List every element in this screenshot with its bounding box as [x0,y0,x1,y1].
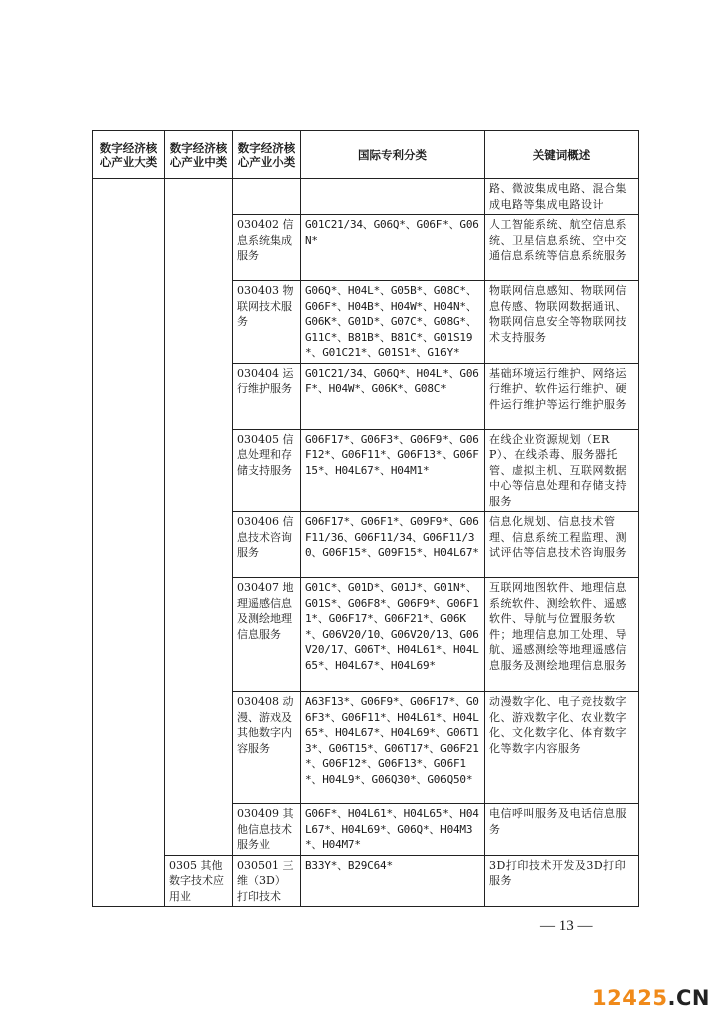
keywords-cell: 动漫数字化、电子竞技数字化、游戏数字化、农业数字化、文化数字化、体育数字化等数字内容服务 [485,692,639,804]
keywords-cell: 基础环境运行维护、网络运行维护、软件运行维护、硬件运行维护等运行维护服务 [485,363,639,429]
sub-category-cell: 030501 三维（3D）打印技术 [233,855,301,907]
sub-category-cell: 030407 地理遥感信息及测绘地理信息服务 [233,578,301,692]
site-watermark[interactable] [592,986,710,1010]
ipc-cell: G06F17*、G06F1*、G09F9*、G06F11/36、G06F11/34、G06F11/30、G06F15*、G09F15*、H04L67* [301,512,485,578]
major-category-cell [93,179,165,907]
sub-category-cell: 030403 物联网技术服务 [233,281,301,364]
sub-category-cell: 030402 信息系统集成服务 [233,215,301,281]
ipc-cell: B33Y*、B29C64* [301,855,485,907]
sub-category-cell: 030409 其他信息技术服务业 [233,804,301,856]
mid-category-cell [165,179,233,856]
header-row [93,131,639,179]
header-mid-category: 数字经济核心产业中类 [165,131,233,179]
header-ipc: 国际专利分类 [301,131,485,179]
sub-category-cell [233,179,301,215]
ipc-cell [301,179,485,215]
keywords-cell: 物联网信息感知、物联网信息传感、物联网数据通讯、物联网信息安全等物联网技术支持服务 [485,281,639,364]
watermark-number: 12425 [591,986,668,1010]
keywords-cell: 人工智能系统、航空信息系统、卫星信息系统、空中交通信息系统等信息系统服务 [485,215,639,281]
ipc-cell: G06F*、H04L61*、H04L65*、H04L67*、H04L69*、G06Q*、H04M3*、H04M7* [301,804,485,856]
keywords-cell: 电信呼叫服务及电话信息服务 [485,804,639,856]
header-major-category: 数字经济核心产业大类 [93,131,165,179]
table-row [93,855,639,907]
sub-category-cell: 030408 动漫、游戏及其他数字内容服务 [233,692,301,804]
table-row [93,179,639,215]
keywords-cell: 路、微波集成电路、混合集成电路等集成电路设计 [485,179,639,215]
page-number: — 13 — [540,918,593,934]
ipc-mapping-table [92,130,639,907]
ipc-cell: G01C21/34、G06Q*、G06F*、G06N* [301,215,485,281]
keywords-cell: 3D打印技术开发及3D打印服务 [485,855,639,907]
sub-category-cell: 030406 信息技术咨询服务 [233,512,301,578]
keywords-cell: 互联网地图软件、地理信息系统软件、测绘软件、遥感软件、导航与位置服务软件；地理信息加工处理、导航、遥感测绘等地理遥感信息服务及测绘地理信息服务 [485,578,639,692]
sub-category-cell: 030405 信息处理和存储支持服务 [233,429,301,512]
ipc-cell: A63F13*、G06F9*、G06F17*、G06F3*、G06F11*、H04L61*、H04L65*、H04L67*、H04L69*、G06T13*、G06T15*、G06T17*、G06F21*、G06F12*、G06F13*、G06F1*、H04L9*、G06Q30*、G06Q50* [301,692,485,804]
watermark-domain: .CN [667,986,710,1010]
header-sub-category: 数字经济核心产业小类 [233,131,301,179]
keywords-cell: 在线企业资源规划（ERP）、在线杀毒、服务器托管、虚拟主机、互联网数据中心等信息处理和存储支持服务 [485,429,639,512]
header-keywords: 关键词概述 [485,131,639,179]
ipc-cell: G06F17*、G06F3*、G06F9*、G06F12*、G06F11*、G06F13*、G06F15*、H04L67*、H04M1* [301,429,485,512]
ipc-cell: G01C21/34、G06Q*、H04L*、G06F*、H04W*、G06K*、G08C* [301,363,485,429]
keywords-cell: 信息化规划、信息技术管理、信息系统工程监理、测试评估等信息技术咨询服务 [485,512,639,578]
ipc-cell: G01C*、G01D*、G01J*、G01N*、G01S*、G06F8*、G06F9*、G06F11*、G06F17*、G06F21*、G06K*、G06V20/10、G06V20/13、G06V20/17、G06T*、H04L61*、H04L65*、H04L67*、H04L69* [301,578,485,692]
mid-category-cell: 0305 其他数字技术应用业 [165,855,233,907]
sub-category-cell: 030404 运行维护服务 [233,363,301,429]
ipc-cell: G06Q*、H04L*、G05B*、G08C*、G06F*、H04B*、H04W*、H04N*、G06K*、G01D*、G07C*、G08G*、G11C*、B81B*、B81C*、G01S19*、G01C21*、G01S1*、G16Y* [301,281,485,364]
